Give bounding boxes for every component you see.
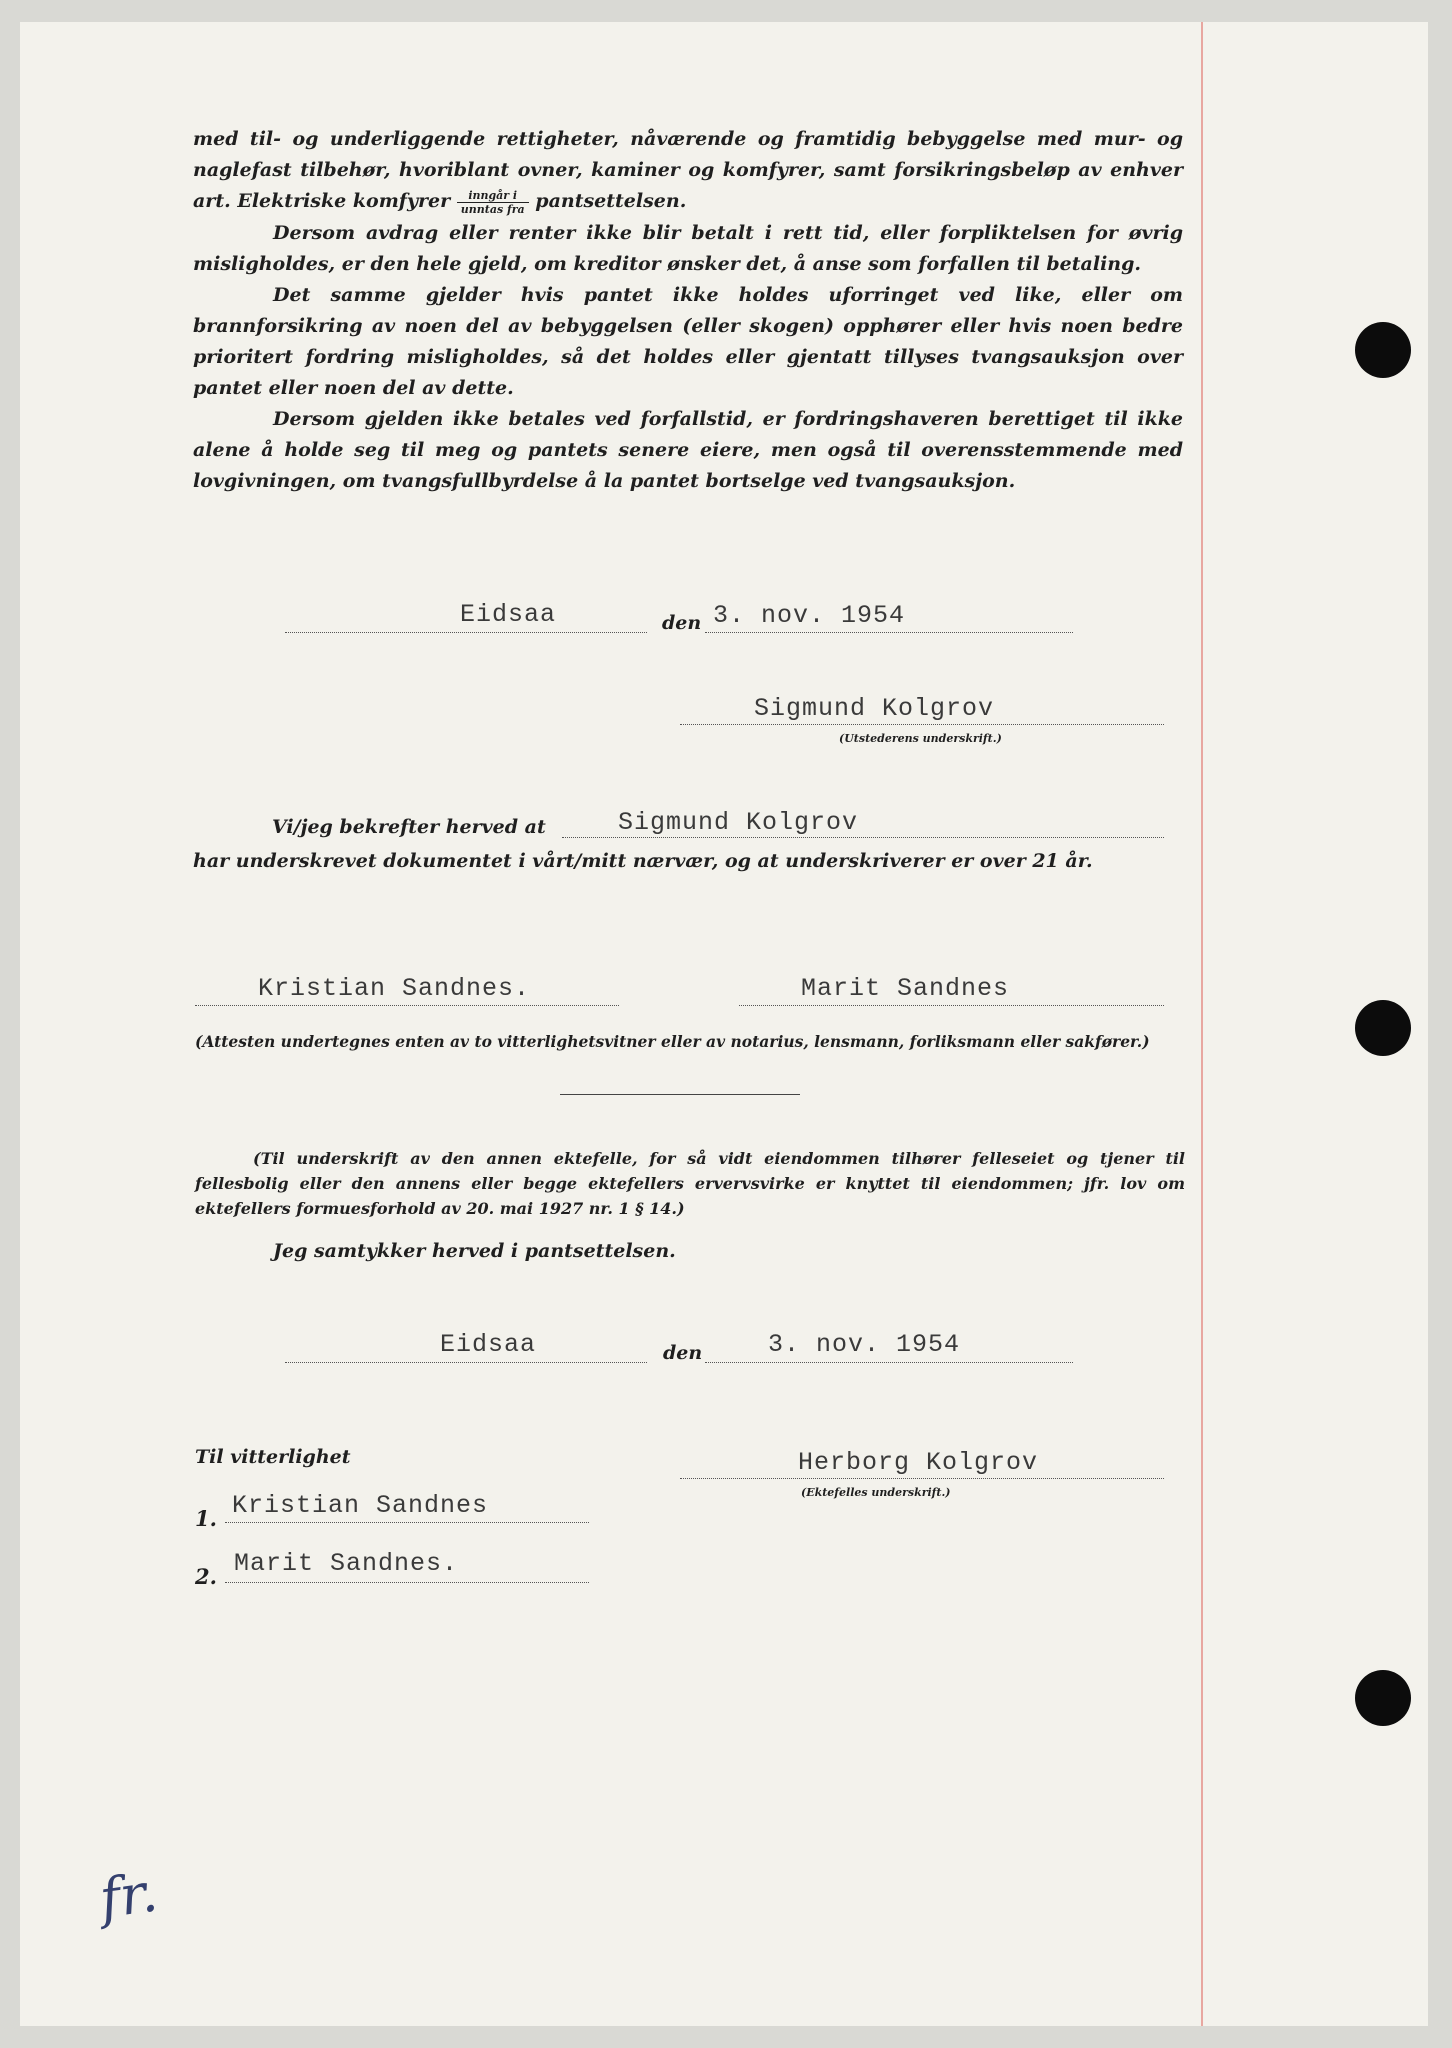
attest-name-line — [562, 837, 1164, 838]
spouse-den-label: den — [663, 1342, 703, 1364]
fraction-choice: $\frac{\text{inngår i}}{\text{unntas fra}}$ — [457, 189, 529, 216]
attest-note: (Attesten undertegnes enten av to vitterlighetsvitner eller av notarius, lensmann, forliksmann eller sakfører.) — [195, 1032, 1150, 1051]
spouse-signature: Herborg Kolgrov — [798, 1448, 1039, 1477]
attest-name: Sigmund Kolgrov — [618, 808, 859, 837]
margin-rule — [1201, 22, 1203, 2026]
document-page — [20, 22, 1428, 2026]
punch-hole — [1355, 1670, 1411, 1726]
spouse-date-line — [705, 1362, 1073, 1363]
spouse-date: 3. nov. 1954 — [768, 1330, 961, 1359]
paragraph-enforcement: Dersom gjelden ikke betales ved forfallstid, er fordringshaveren berettiget til ikke alene å holde seg til meg og pantets senere eiere, men også til overensstemmende med lovgivningen, om tvangsfullbyrdelse å la pantet bortselge ved tvangsauksjon. — [193, 408, 1183, 492]
spouse-consent: Jeg samtykker herved i pantsettelsen. — [273, 1240, 676, 1262]
issuer-signature-line — [680, 724, 1164, 725]
issuer-signature: Sigmund Kolgrov — [754, 694, 995, 723]
punch-hole — [1355, 322, 1411, 378]
spouse-witness-line-1 — [225, 1522, 589, 1523]
witness-line-2 — [739, 1005, 1164, 1006]
witness-number-2: 2. — [195, 1564, 217, 1589]
attest-statement: har underskrevet dokumentet i vårt/mitt nærvær, og at underskriverer er over 21 år. — [193, 850, 1093, 872]
issue-den-label: den — [662, 612, 702, 634]
paragraph-insurance: Det samme gjelder hvis pantet ikke holdes uforringet ved like, eller om brannforsikring av noen del av bebyggelsen (eller skogen) opphører eller hvis noen bedre prioritert fordring misligholdes, så det holdes eller gjentatt tillyses tvangsauksjon over pantet eller noen del av dette. — [193, 284, 1183, 399]
spouse-witness-1: Kristian Sandnes — [232, 1491, 489, 1520]
punch-hole — [1355, 1000, 1411, 1056]
issue-place: Eidsaa — [460, 600, 557, 629]
witness-signature-2: Marit Sandnes — [801, 974, 1010, 1003]
witness-signature-1: Kristian Sandnes. — [258, 974, 531, 1003]
issue-date: 3. nov. 1954 — [713, 601, 906, 630]
issue-date-line — [705, 632, 1073, 633]
spouse-caption: (Ektefelles underskrift.) — [801, 1486, 951, 1499]
paragraph-property-rights: med til- og underliggende rettigheter, nåværende og framtidig bebyggelse med mur- og naglefast tilbehør, hvoriblant ovner, kaminer og komfyrer, samt forsikringsbeløp av enhver art. Elektriske komfyrer $\frac{\text{inngår i}}{\text{unntas fra}}$ pantsettelsen. — [193, 128, 1183, 216]
margin-initials: fr. — [95, 1860, 162, 1931]
witness-number-1: 1. — [195, 1506, 217, 1531]
paragraph-default: Dersom avdrag eller renter ikke blir betalt i rett tid, eller forpliktelsen for øvrig misligholdes, er den hele gjeld, om kreditor ønsker det, å anse som forfallen til betaling. — [193, 222, 1183, 275]
issue-place-line — [285, 632, 647, 633]
spouse-note: (Til underskrift av den annen ektefelle, for så vidt eiendommen tilhører felleseiet og tjener til fellesbolig eller den annens eller begge ektefellers ervervsvirke er knyttet til eiendommen; jfr. lov om ektefellers formuesforhold av 20. mai 1927 nr. 1 § 14.) — [195, 1149, 1185, 1218]
spouse-witness-line-2 — [225, 1582, 589, 1583]
spouse-place-line — [285, 1362, 647, 1363]
issuer-caption: (Utstederens underskrift.) — [839, 732, 1002, 745]
section-divider — [560, 1094, 800, 1095]
spouse-signature-line — [680, 1478, 1164, 1479]
attest-label: Vi/jeg bekrefter herved at — [272, 816, 546, 838]
spouse-witness-2: Marit Sandnes. — [234, 1549, 459, 1578]
witness-heading: Til vitterlighet — [195, 1446, 351, 1468]
spouse-place: Eidsaa — [440, 1330, 537, 1359]
witness-line-1 — [195, 1005, 619, 1006]
